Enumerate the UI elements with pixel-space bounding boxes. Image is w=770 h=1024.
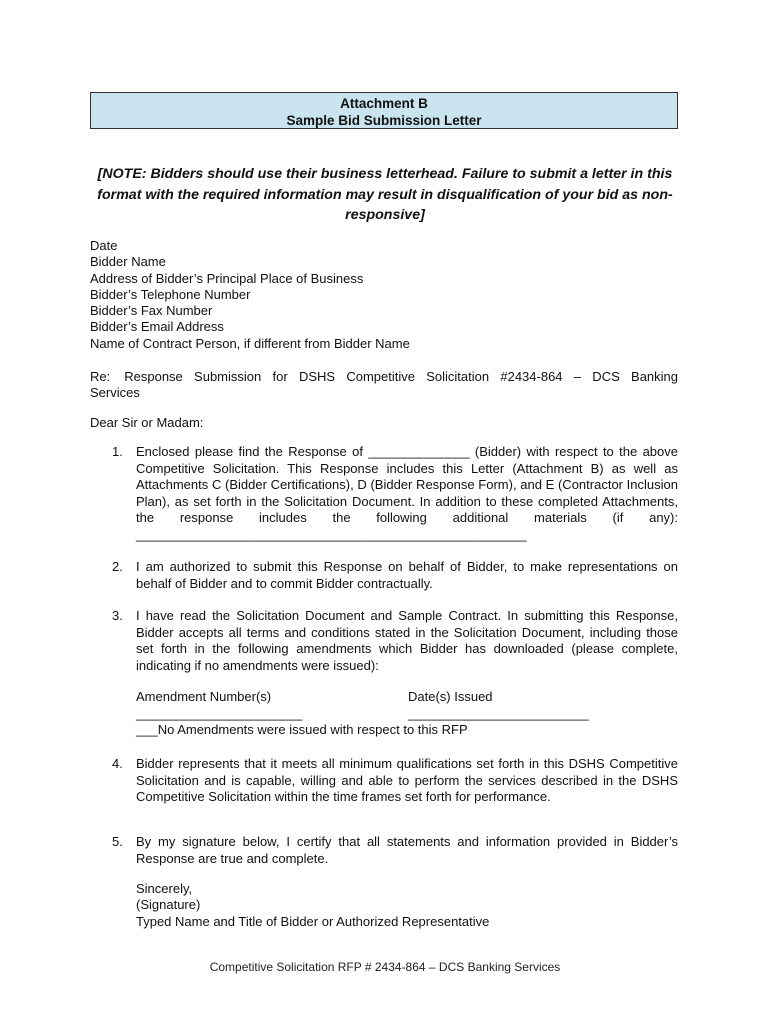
list-item-text: By my signature below, I certify that all statements and information provided in Bidder’s Response are true and complete. [136,834,678,866]
closing-sincerely: Sincerely, [136,881,193,896]
address-block [90,238,410,352]
re-continuation: Services [90,385,140,401]
list-item [112,756,678,806]
amendment-number-header: Amendment Number(s) [136,689,272,704]
list-item-number: 3. [112,608,123,623]
list-item [112,608,678,674]
re-label: Re: [90,369,111,384]
amendment-date-header: Date(s) Issued [408,689,493,704]
list-item-text: I have read the Solicitation Document and Sample Contract. In submitting this Response, Bidder accepts all terms and conditions stated in the Solicitation Document, including those set forth in the following amendments which Bidder has downloaded (please complete, indicating if no amendments were issued): [136,608,678,673]
closing-block [136,881,489,930]
attachment-subtitle: Sample Bid Submission Letter [286,113,482,128]
no-amendments-line: ___No Amendments were issued with respect to this RFP [136,722,468,737]
re-line [90,369,678,402]
list-item [112,559,678,592]
address-date: Date [90,238,118,253]
closing-typed-name: Typed Name and Title of Bidder or Authorized Representative [136,913,490,929]
address-fax: Bidder’s Fax Number [90,303,213,319]
amendment-date-blank: _________________________ [408,706,589,721]
list-item-text: I am authorized to submit this Response on behalf of Bidder, to make representations on behalf of Bidder and to commit Bidder contractually. [136,559,678,591]
list-item-text: Bidder represents that it meets all minimum qualifications set forth in this DSHS Competitive Solicitation and is capable, willing and able to perform the services described in the DSHS Competitive Solicitation within the time frames set forth for performance. [136,756,678,804]
list-item [112,444,678,543]
address-principal-place: Address of Bidder’s Principal Place of Business [90,270,364,286]
disqualification-note: [NOTE: Bidders should use their business letterhead. Failure to submit a letter in this format with the required information may result in disqualification of your bid as non-responsive] [97,166,673,223]
address-email: Bidder’s Email Address [90,319,224,335]
address-telephone: Bidder’s Telephone Number [90,286,251,302]
list-item-number: 2. [112,559,123,574]
page-footer: Competitive Solicitation RFP # 2434-864 – DCS Banking Services [209,960,561,974]
list-item [112,834,678,867]
attachment-title-box [90,92,678,129]
salutation: Dear Sir or Madam: [90,415,204,430]
amendment-number-blank: _______________________ [136,706,303,721]
list-item-number: 1. [112,444,123,459]
list-item-text: Enclosed please find the Response of ______________ (Bidder) with respect to the above Competitive Solicitation. This Response includes this Letter (Attachment B) as well as Attachments C (Bidder Certifications), D (Bidder Response Form), and E (Contractor Inclusion Plan), as set forth in the Solicitation Document. In addition to these completed Attachments, the response includes the following additional materials (if any): ______________________________________________________ [136,444,678,542]
list-item-number: 4. [112,756,123,771]
attachment-title: Attachment B [340,96,428,111]
address-contract-person: Name of Contract Person, if different from Bidder Name [90,335,410,351]
re-subject: Response Submission for DSHS Competitive Solicitation #2434-864 – DCS Banking [124,369,678,384]
address-bidder-name: Bidder Name [90,254,166,270]
closing-signature: (Signature) [136,897,201,913]
list-item-number: 5. [112,834,123,849]
